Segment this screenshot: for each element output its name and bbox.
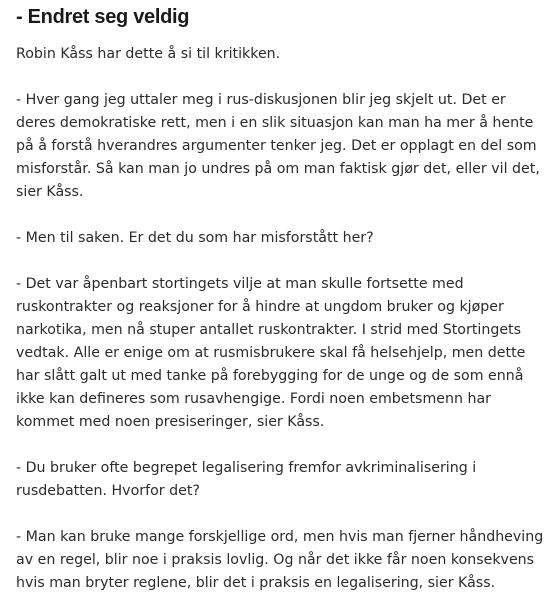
paragraph-quote-1: - Hver gang jeg uttaler meg i rus-diskusjonen blir jeg skjelt ut. Det er deres demokratiske rett, men i en slik situasjon kan man ha mer å hente på å forstå hverandres argumenter tenker jeg. Det er opplagt en del som misforstår. Så kan man jo undres på om man faktisk gjør det, eller vil det, sier Kåss.	[16, 92, 540, 200]
paragraph-intro: Robin Kåss har dette å si til kritikken.	[16, 46, 281, 62]
paragraph-question-1: - Men til saken. Er det du som har misforstått her?	[16, 230, 374, 246]
paragraph-answer-2: - Man kan bruke mange forskjellige ord, men hvis man fjerner håndheving av en regel, blir noe i praksis lovlig. Og når det ikke får noen konsekvens hvis man bryter reglene, blir det i praksis en legalisering, sier Kåss.	[16, 529, 544, 591]
paragraph-answer-1: - Det var åpenbart stortingets vilje at man skulle fortsette med ruskontrakter og reaksjoner for å hindre at ungdom bruker og kjøper narkotika, men nå stuper antallet ruskontrakter. I strid med Stortingets vedtak. Alle er enige om at rusmisbrukere skal få helsehjelp, men dette har slått galt ut med tanke på forebygging for de unge og de som ennå ikke kan defineres som rusavhengige. Fordi noen embetsmenn har kommet med noen presiseringer, sier Kåss.	[16, 276, 526, 430]
article-body	[16, 0, 544, 595]
section-heading: - Endret seg veldig	[16, 6, 190, 28]
paragraph-question-2: - Du bruker ofte begrepet legalisering fremfor avkriminalisering i rusdebatten. Hvorfor det?	[16, 460, 477, 499]
